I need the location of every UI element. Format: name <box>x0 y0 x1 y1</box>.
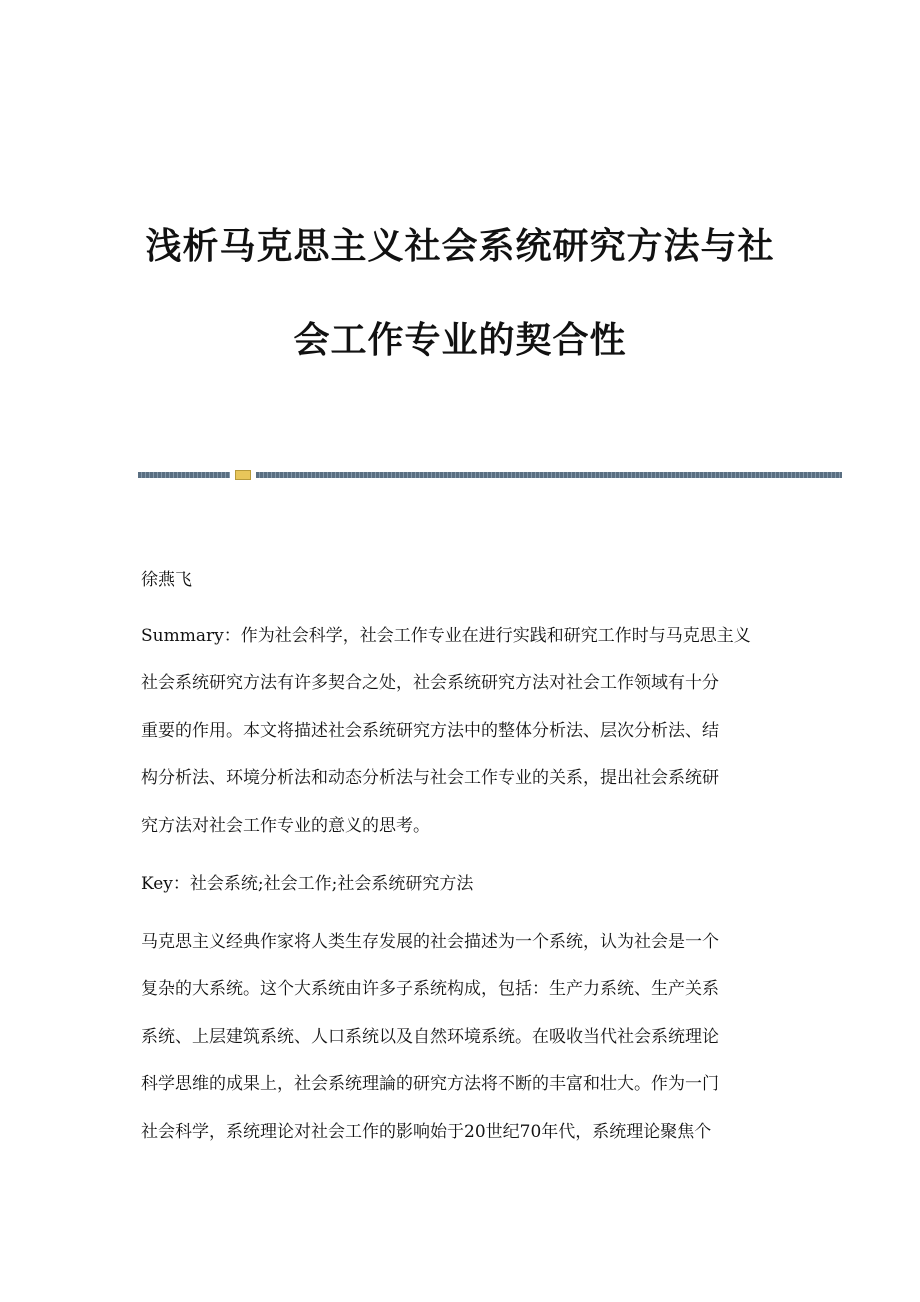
summary-line: 构分析法、环境分析法和动态分析法与社会工作专业的关系，提出社会系统研 <box>141 768 719 788</box>
document-title-line-2: 会工作专业的契合性 <box>293 320 627 361</box>
summary-line: 重要的作用。本文将描述社会系统研究方法中的整体分析法、层次分析法、结 <box>141 721 719 741</box>
summary-line: 社会系统研究方法有许多契合之处，社会系统研究方法对社会工作领域有十分 <box>141 673 719 693</box>
author-name: 徐燕飞 <box>141 570 192 590</box>
title-divider <box>138 470 842 480</box>
envelope-icon <box>235 470 251 480</box>
body-line: 复杂的大系统。这个大系统由许多子系统构成，包括：生产力系统、生产关系 <box>141 979 719 999</box>
summary-line: 究方法对社会工作专业的意义的思考。 <box>141 816 430 836</box>
keywords: Key：社会系统;社会工作;社会系统研究方法 <box>141 874 474 894</box>
body-line: 科学思维的成果上，社会系统理論的研究方法将不断的丰富和壮大。作为一门 <box>141 1074 719 1094</box>
divider-bar-left <box>138 472 230 478</box>
divider-bar-right <box>256 472 842 478</box>
summary-line: Summary：作为社会科学，社会工作专业在进行实践和研究工作时与马克思主义 <box>141 626 751 646</box>
body-line: 社会科学，系统理论对社会工作的影响始于20世纪70年代，系统理论聚焦个 <box>141 1122 712 1142</box>
body-line: 系统、上层建筑系统、人口系统以及自然环境系统。在吸收当代社会系统理论 <box>141 1027 719 1047</box>
body-line: 马克思主义经典作家将人类生存发展的社会描述为一个系统，认为社会是一个 <box>141 932 719 952</box>
document-title-line-1: 浅析马克思主义社会系统研究方法与社 <box>145 226 775 267</box>
